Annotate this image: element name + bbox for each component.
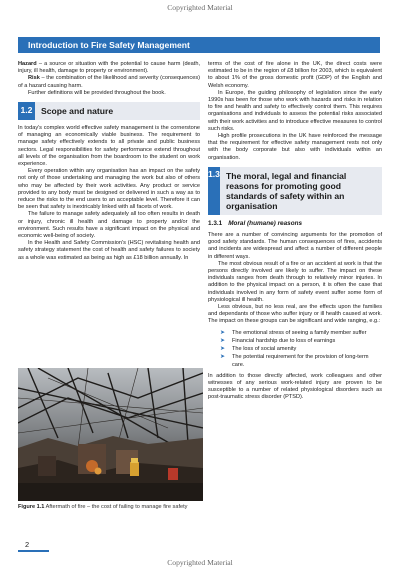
definition-risk-text: – the combination of the likelihood and severity (consequences) of a hazard causing harm.	[18, 75, 200, 89]
section-heading-1-3	[208, 167, 382, 215]
subsection-title: Moral (humane) reasons	[228, 219, 303, 227]
effects-bullet-list	[220, 330, 382, 369]
paragraph: Less obvious, but no less real, are the effects upon the families and dependants of those who suffer injury or ill health caused at work. The impact on these groups can be significant and wide ranging, e.g.:	[208, 304, 382, 325]
arrow-bullet-icon: ➤	[220, 346, 226, 353]
section-number: 1.2	[18, 102, 35, 120]
paragraph: Every operation within any organisation has an impact on the safety not only of those undertaking and managing the work but also of others who may be affected by their work activities. Any product or service provided to any body must be designed or delivered in such a way as to reduce the risks to the end users to an acceptable level. Therefore it can be seen that safety is inextricably linked with all facets of work.	[18, 168, 200, 211]
list-item-text: Financial hardship due to loss of earnings	[232, 337, 336, 344]
arrow-bullet-icon: ➤	[220, 329, 226, 336]
definition-hazard	[18, 61, 200, 75]
fire-aftermath-photo	[18, 368, 203, 501]
list-item	[220, 338, 382, 345]
paragraph: The most obvious result of a fire or an accident at work is that the persons directly involved are likely to suffer. The impact on these individuals ranges from death through to relatively minor injuries. In addition to the physical impact on a person, it is often the case that individuals involved in any form of safety event suffer some form of physiological ill health.	[208, 260, 382, 303]
term-risk: Risk	[28, 75, 40, 82]
section-title: The moral, legal and financial reasons for promoting good standards of safety within an organisation	[225, 170, 347, 211]
left-column	[18, 61, 200, 262]
list-item-text: The emotional stress of seeing a family member suffer	[232, 329, 367, 336]
page-number: 2	[25, 540, 30, 549]
arrow-bullet-icon: ➤	[220, 337, 226, 344]
definition-hazard-text: – a source or situation with the potential to cause harm (death, injury, ill health, damage to property or environment).	[18, 61, 200, 75]
paragraph: terms of the cost of fire alone in the UK, the direct costs were estimated to be in the region of £8 billion for 2003, which is equivalent to about 1% of the gross domestic profit (GDP) of the English and Welsh economy.	[208, 61, 382, 89]
page-number-rule	[18, 550, 49, 552]
paragraph: Further definitions will be provided throughout the book.	[28, 89, 166, 96]
section-number: 1.3	[208, 167, 220, 215]
list-item	[220, 354, 382, 368]
paragraph: In today's complex world effective safety management is the cornerstone of managing an economically viable business. The requirement to manage safety effectively extends to all private and public business sectors. Legal responsibilities for safety performance extend throughout all levels of the organisation from the boardroom to the student on work experience.	[18, 125, 200, 168]
watermark-top: Copyrighted Material	[167, 3, 233, 12]
arrow-bullet-icon: ➤	[220, 354, 226, 361]
term-hazard: Hazard	[18, 61, 37, 67]
list-item-text: The potential requirement for the provision of long-term care.	[232, 354, 369, 368]
list-item	[220, 346, 382, 353]
right-column	[208, 61, 382, 402]
subsection-heading-1-3-1	[208, 220, 382, 227]
section-title: Scope and nature	[41, 106, 114, 117]
chapter-title-bar: Introduction to Fire Safety Management	[18, 37, 380, 53]
list-item-text: The loss of social amenity	[232, 346, 297, 353]
list-item	[220, 330, 382, 337]
paragraph: In addition to those directly affected, work colleagues and other witnesses of any serious work-related injury are proven to be susceptible to a number of related physiological disorders such as post-traumatic stress disorder (PTSD).	[208, 372, 382, 401]
figure-caption-text: Aftermath of fire – the cost of failing to manage fire safety	[44, 504, 188, 510]
paragraph: High profile prosecutions in the UK have reinforced the message that the requirement for effective safety management rests not only with the body corporate but also with individuals within an organisation.	[208, 133, 382, 161]
definition-risk	[18, 75, 200, 89]
paragraph: The failure to manage safety adequately all too often results in death or injury, chronic ill health and damage to property and/or the environment. Such results have a significant impact on the physical and economic well-being of society.	[18, 211, 200, 240]
watermark-bottom: Copyrighted Material	[167, 558, 233, 567]
figure-label: Figure 1.1	[18, 504, 45, 510]
section-heading-1-2	[18, 102, 200, 120]
paragraph: In Europe, the guiding philosophy of legislation since the early 1990s has been for those who work with hazards and risks in relation to fire and health and safety to effectively control them. This requires organisations and individuals to assess the potential risks associated with their work activities and to introduce effective measures to control such risks.	[208, 89, 382, 132]
paragraph: There are a number of convincing arguments for the promotion of good safety standards. The human consequences of fires, accidents and incidents are widespread and affect a number of different people in different ways.	[208, 232, 382, 260]
figure-caption	[18, 504, 203, 511]
paragraph: In the Health and Safety Commission's (HSC) revitalising health and safety strategy statement the cost of health and safety failures to society as a whole was estimated as being as high as £18 billion annually. In	[18, 240, 200, 261]
subsection-number: 1.3.1	[208, 219, 223, 227]
